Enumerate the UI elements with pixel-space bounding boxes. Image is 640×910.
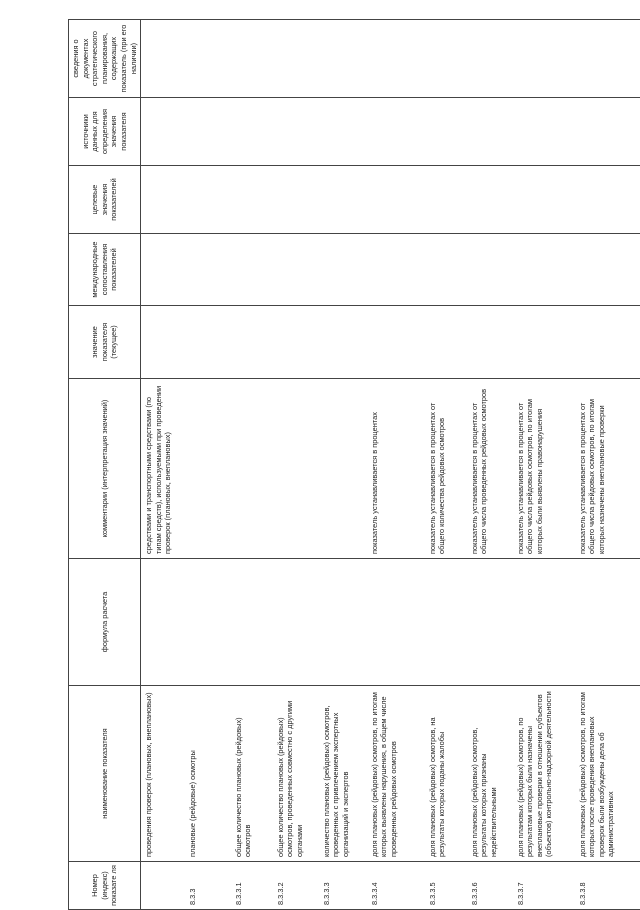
row-name: проведения проверок (плановых, внеплановых) [141, 686, 185, 862]
row-comment: показатель устанавливается в процентах от общего количества рейдовых осмотров [425, 379, 467, 559]
row-comment: показатель устанавливается в процентах от общего числа рейдовых осмотров, по итогам которых назначены внеплановые проверки [575, 379, 640, 559]
table-row [319, 20, 367, 910]
header-target: целевые значения показателей [69, 166, 141, 234]
row-formula [575, 559, 640, 686]
header-name: наименование показателя [69, 686, 141, 862]
row-name: доля плановых (рейдовых) осмотров, на результаты которых поданы жалобы [425, 686, 467, 862]
header-strategic: сведения о документах стратегического планирования, содержащих показатель (при его наличии) [69, 20, 141, 98]
row-formula [513, 559, 575, 686]
header-value: значение показателя (текущее) [69, 306, 141, 379]
row-comment: показатель устанавливается в процентах от общего числа проведенных рейдовых осмотров [467, 379, 513, 559]
row-number: 8.3.3.2 [273, 862, 319, 910]
table-row [575, 20, 640, 910]
row-number: 8.3.3.6 [467, 862, 513, 910]
row-comment: показатель устанавливается в процентах от общего числа рейдовых осмотров, по итогам которых были выявлены правонарушения [513, 379, 575, 559]
header-number: Номер (индекс) показате ля [69, 862, 141, 910]
row-number: 8.3.3.8 [575, 862, 640, 910]
row-number: 8.3.3 [185, 862, 231, 910]
row-name: общее количество плановых (рейдовых) осмотров, проведенных совместно с другими органами [273, 686, 319, 862]
row-formula [231, 559, 273, 686]
row-name: доля плановых (рейдовых) осмотров, по итогам которых после проведения внеплановых проверок были возбуждены дела об административных [575, 686, 640, 862]
row-formula [425, 559, 467, 686]
row-formula [319, 559, 367, 686]
row-formula [273, 559, 319, 686]
row-comment: показатель устанавливается в процентах [367, 379, 425, 559]
header-comment: комментарии (интерпретация значений) [69, 379, 141, 559]
header-row [69, 20, 141, 910]
row-number: 8.3.3.5 [425, 862, 467, 910]
row-comment: средствами и транспортными средствами (по типам средств), используемыми при проведении проверок (плановых, внеплановых) [141, 379, 185, 559]
row-comment [273, 379, 319, 559]
row-number: 8.3.3.1 [231, 862, 273, 910]
row-name: плановые (рейдовые) осмотры [185, 686, 231, 862]
row-formula [185, 559, 231, 686]
header-sources: источники данных для определения значения показателя [69, 98, 141, 166]
table-row [513, 20, 575, 910]
row-name: доля плановых (рейдовых) осмотров, по результатам которых были назначены внеплановые проверки в отношении субъектов (объектов) контрольно-надзорной деятельности [513, 686, 575, 862]
row-number: 8.3.3.7 [513, 862, 575, 910]
table-row [185, 20, 231, 910]
table-row [231, 20, 273, 910]
table-row [425, 20, 467, 910]
row-number [141, 862, 185, 910]
table-row [467, 20, 513, 910]
row-number: 8.3.3.4 [367, 862, 425, 910]
row-name: количество плановых (рейдовых) осмотров, проведенных с привлечением экспертных организаций и экспертов [319, 686, 367, 862]
indicators-table [68, 19, 640, 910]
row-formula [367, 559, 425, 686]
row-name: доля плановых (рейдовых) осмотров, по итогам которых выявлены нарушения, в общем числе проведенных рейдовых осмотров [367, 686, 425, 862]
row-formula [467, 559, 513, 686]
row-name: общее количество плановых (рейдовых) осмотров [231, 686, 273, 862]
table-row [367, 20, 425, 910]
header-formula: формула расчета [69, 559, 141, 686]
rotated-table-wrapper [68, 20, 640, 910]
row-comment [231, 379, 273, 559]
row-name: доля плановых (рейдовых) осмотров, результаты которых признаны недействительными [467, 686, 513, 862]
row-comment [319, 379, 367, 559]
row-comment [185, 379, 231, 559]
table-row [141, 20, 185, 910]
header-international: международные сопоставления показателей [69, 234, 141, 306]
row-number: 8.3.3.3 [319, 862, 367, 910]
table-row [273, 20, 319, 910]
row-formula [141, 559, 185, 686]
